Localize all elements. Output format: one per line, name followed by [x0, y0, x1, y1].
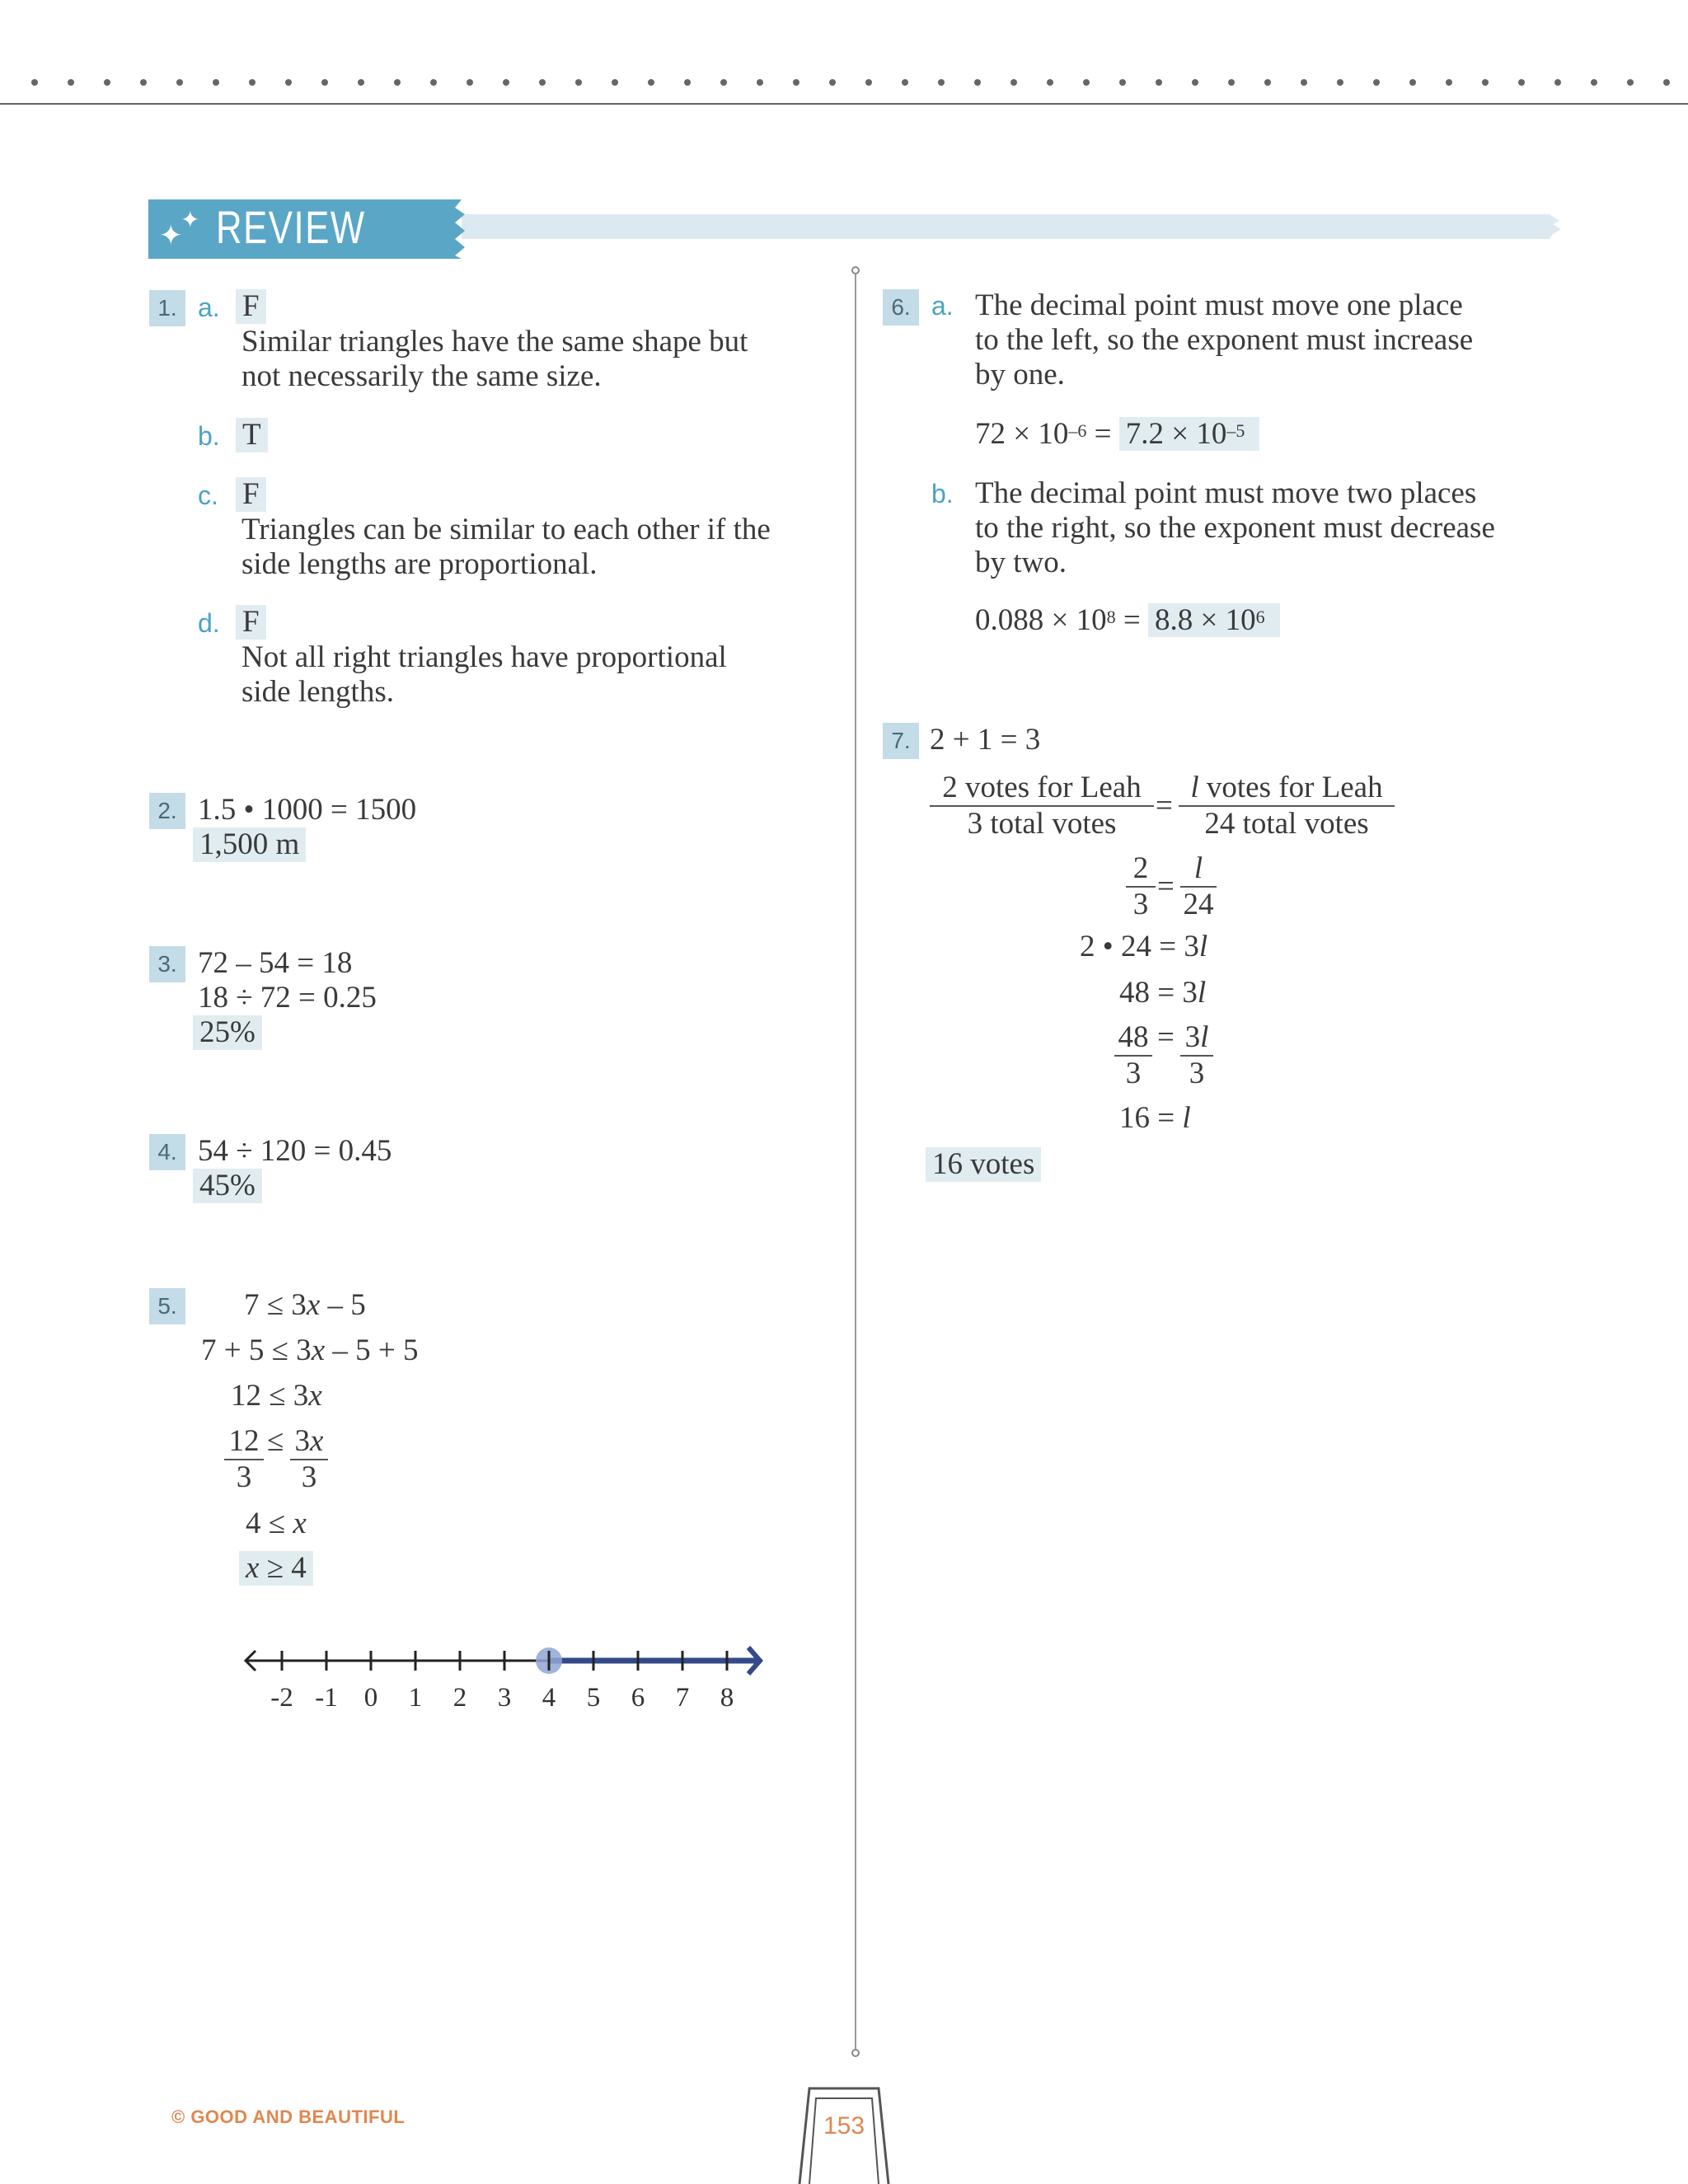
- answer-highlight: x ≥ 4: [239, 1551, 313, 1586]
- question-number: 5.: [149, 1288, 185, 1324]
- explanation-text: by one.: [975, 358, 1065, 391]
- border-dot: [1264, 79, 1271, 86]
- answer-highlight: 45%: [193, 1169, 262, 1203]
- border-dot: [1591, 79, 1597, 86]
- explanation-text: Similar triangles have the same shape but: [241, 325, 748, 359]
- tick-label: 4: [542, 1683, 556, 1713]
- answer-highlight: $7.2 \times 10^{-5}$: [1119, 417, 1260, 451]
- tick-label: 5: [586, 1683, 601, 1713]
- question-number: 2.: [149, 793, 185, 829]
- border-dot: [1337, 79, 1343, 86]
- answer-highlight: T: [236, 418, 268, 452]
- border-dot: [1373, 79, 1380, 86]
- border-dot: [902, 79, 908, 86]
- part-letter: d.: [198, 608, 220, 638]
- border-dot: [1518, 79, 1525, 86]
- tick-label: 6: [631, 1683, 645, 1713]
- border-dot: [539, 79, 546, 86]
- equation-step: 48 = 3l: [1119, 976, 1207, 1010]
- page-title: REVIEW: [216, 201, 366, 253]
- answer-highlight: 25%: [193, 1015, 262, 1050]
- question-number: 4.: [149, 1134, 185, 1170]
- inequality-step: 7 + 5 ≤ 3x – 5 + 5: [201, 1333, 419, 1367]
- border-dot: [793, 79, 799, 86]
- equals-sign: =: [1157, 869, 1175, 903]
- tick-label: 1: [408, 1683, 423, 1713]
- border-dot: [321, 79, 328, 86]
- explanation-text: Not all right triangles have proportional: [241, 640, 727, 674]
- border-dot: [1482, 79, 1489, 86]
- tick-label: 7: [675, 1683, 690, 1713]
- fraction: $\frac{48}{3}$: [1114, 1020, 1152, 1091]
- equation: 2 + 1 = 3: [930, 723, 1041, 757]
- border-dot: [104, 79, 110, 86]
- tick-label: 3: [497, 1683, 512, 1713]
- border-dot: [1446, 79, 1452, 86]
- tick-label: 0: [363, 1683, 378, 1713]
- border-dot: [140, 79, 147, 86]
- border-dot: [1627, 79, 1634, 86]
- fraction: $\frac{l}{24}$: [1180, 851, 1217, 922]
- question-number: 3.: [149, 946, 185, 982]
- answer-highlight: F: [236, 289, 266, 324]
- equals-sign: =: [1156, 789, 1173, 823]
- sparkle-icon: ✦ ✦: [159, 206, 200, 252]
- tick-label: 8: [720, 1683, 734, 1713]
- border-dot: [974, 79, 981, 86]
- border-dot: [467, 79, 473, 86]
- question-number: 1.: [149, 290, 185, 326]
- border-dot: [1119, 79, 1126, 86]
- equation: 72 – 54 = 18: [198, 946, 353, 980]
- equation-step: 16 = l: [1119, 1101, 1191, 1135]
- fraction: $\frac{3x}{3}$: [290, 1424, 328, 1495]
- border-dot: [938, 79, 945, 86]
- border-dot: [1554, 79, 1561, 86]
- fraction: $\frac{12}{3}$: [224, 1424, 264, 1495]
- border-dot: [1156, 79, 1162, 86]
- explanation-text: by two.: [975, 546, 1067, 579]
- tick-label: -2: [270, 1683, 293, 1713]
- part-letter: a.: [198, 293, 220, 322]
- explanation-text: Triangles can be similar to each other if the: [241, 513, 771, 546]
- border-dot: [503, 79, 509, 86]
- question-number: 6.: [883, 289, 919, 326]
- answer-highlight: 1,500 m: [193, 827, 306, 862]
- number-line: [231, 1632, 791, 1722]
- border-dot: [176, 79, 183, 86]
- border-dot: [648, 79, 654, 86]
- inequality-step: 7 ≤ 3x – 5: [244, 1288, 366, 1322]
- border-dot: [394, 79, 401, 86]
- page-number: 153: [823, 2112, 865, 2139]
- fraction: l votes for Leah 24 total votes: [1179, 771, 1395, 841]
- inequality-step: 12 ≤ 3x: [231, 1379, 322, 1413]
- border-dot: [31, 79, 38, 86]
- equation: $72 \times 10^{-6} = 7.2 \times 10^{-5}$: [975, 417, 1259, 452]
- answer-highlight: F: [236, 477, 266, 512]
- fraction: 2 votes for Leah 3 total votes: [930, 771, 1154, 841]
- copyright-text: © GOOD AND BEAUTIFUL: [171, 2107, 406, 2127]
- explanation-text: to the left, so the exponent must increase: [975, 323, 1474, 357]
- explanation-text: The decimal point must move two places: [975, 476, 1477, 510]
- border-dot: [575, 79, 582, 86]
- border-dot: [829, 79, 836, 86]
- border-dot: [1409, 79, 1416, 86]
- border-dot: [720, 79, 727, 86]
- border-dot: [684, 79, 691, 86]
- part-letter: b.: [198, 421, 220, 451]
- border-dot: [213, 79, 219, 86]
- part-letter: b.: [931, 479, 954, 509]
- equation: 54 ÷ 120 = 0.45: [198, 1134, 392, 1168]
- part-letter: a.: [931, 291, 954, 321]
- equation-step: 2 • 24 = 3l: [1080, 930, 1208, 963]
- tick-label: -1: [315, 1683, 338, 1713]
- equation: 18 ÷ 72 = 0.25: [198, 981, 377, 1015]
- border-dot: [1192, 79, 1198, 86]
- border-dot: [1663, 79, 1670, 86]
- answer-highlight: 16 votes: [926, 1147, 1041, 1182]
- tick-label: 2: [452, 1683, 467, 1713]
- equation: $0.088 \times 10^8 = 8.8 \times 10^6$: [975, 603, 1280, 638]
- equation: 1.5 • 1000 = 1500: [198, 793, 417, 827]
- answer-highlight: $8.8 \times 10^6$: [1148, 603, 1280, 637]
- explanation-text: side lengths are proportional.: [241, 547, 598, 581]
- border-dot: [358, 79, 364, 86]
- explanation-text: side lengths.: [241, 675, 394, 709]
- border-dot: [430, 79, 437, 86]
- fraction: $\frac{3l}{3}$: [1180, 1020, 1213, 1091]
- fraction: $\frac{2}{3}$: [1126, 851, 1156, 922]
- inequality-step: 4 ≤ x: [246, 1507, 307, 1540]
- border-dot: [1301, 79, 1307, 86]
- explanation-text: not necessarily the same size.: [241, 359, 602, 393]
- question-number: 7.: [883, 723, 919, 759]
- explanation-text: to the right, so the exponent must decrease: [975, 511, 1495, 545]
- border-dot: [1083, 79, 1090, 86]
- border-dot: [249, 79, 256, 86]
- border-dot: [757, 79, 763, 86]
- border-dot: [68, 79, 74, 86]
- column-divider: [847, 265, 864, 2058]
- border-dot: [1047, 79, 1053, 86]
- border-dot: [1010, 79, 1017, 86]
- answer-highlight: F: [236, 605, 266, 640]
- border-dot: [285, 79, 292, 86]
- explanation-text: The decimal point must move one place: [975, 288, 1463, 322]
- part-letter: c.: [198, 480, 218, 510]
- border-dot: [1228, 79, 1235, 86]
- inequality-sign: ≤: [267, 1424, 284, 1458]
- border-dot: [865, 79, 872, 86]
- top-dotted-border: [0, 66, 1688, 107]
- equals-sign: =: [1157, 1020, 1175, 1054]
- border-dot: [612, 79, 618, 86]
